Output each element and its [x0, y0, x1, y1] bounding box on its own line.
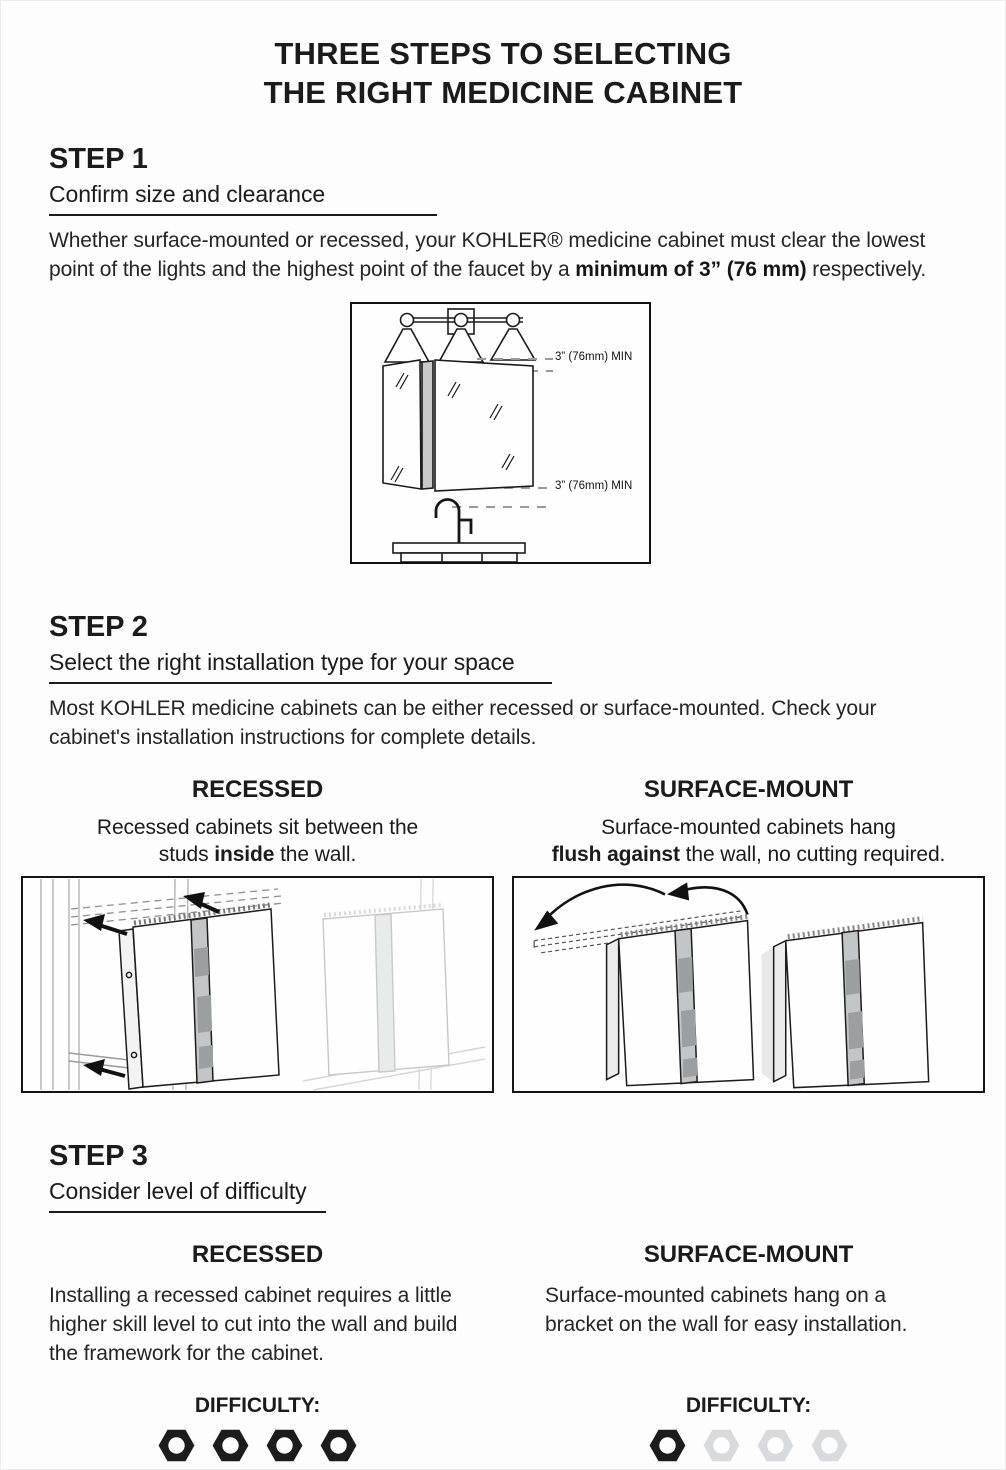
difficulty-columns — [21, 1241, 985, 1462]
installation-type-columns — [21, 776, 985, 1093]
difficulty-nut-icon — [757, 1429, 794, 1462]
surface-caption-line1: Surface-mounted cabinets hang — [601, 816, 896, 839]
recessed-difficulty-rating — [21, 1394, 494, 1462]
page-title-line1: THREE STEPS TO SELECTING — [274, 36, 732, 71]
surface-mount-illustration-box — [512, 876, 985, 1093]
step1-description-text: Whether surface-mounted or recessed, your KOHLER® medicine cabinet must clear the lowest point of the lights and the highest point of the faucet by a — [49, 229, 926, 281]
difficulty-nut-icon — [703, 1429, 740, 1462]
surface-difficulty-nuts — [512, 1429, 985, 1462]
recessed-installation-illustration — [23, 878, 492, 1091]
recessed-caption-line2: studs — [158, 843, 215, 866]
recessed-illustration-box — [21, 876, 494, 1093]
recessed-caption — [21, 814, 494, 868]
difficulty-nut-icon — [811, 1429, 848, 1462]
recessed-difficulty-label: DIFFICULTY: — [194, 1394, 321, 1417]
clearance-diagram — [350, 302, 651, 564]
surface-difficulty-description: Surface-mounted cabinets hang on a bracket on the wall for easy installation. — [545, 1284, 908, 1336]
recessed-caption-bold: inside — [214, 843, 275, 866]
bathroom-clearance-illustration — [352, 304, 649, 562]
recessed-caption-line1: Recessed cabinets sit between the — [96, 816, 419, 839]
step-1-section — [49, 142, 965, 564]
recessed-difficulty-description: Installing a recessed cabinet requires a little higher skill level to cut into the wall and build the framework for the cabinet. — [49, 1284, 458, 1365]
step1-description-bold: minimum of 3” (76 mm) — [575, 258, 807, 281]
step1-heading: STEP 1 — [49, 143, 148, 175]
step3-heading: STEP 3 — [49, 1140, 148, 1172]
step2-heading: STEP 2 — [49, 611, 148, 643]
difficulty-nut-icon — [158, 1429, 195, 1462]
surface-mount-caption — [512, 814, 985, 868]
page-title — [1, 34, 1005, 112]
step1-description — [49, 226, 965, 284]
surface-difficulty-label: DIFFICULTY: — [685, 1394, 812, 1417]
page-title-line2: THE RIGHT MEDICINE CABINET — [263, 75, 743, 110]
step1-description-tail: respectively. — [806, 258, 927, 281]
step3-subheading: Consider level of difficulty — [49, 1177, 326, 1213]
difficulty-nut-icon — [649, 1429, 686, 1462]
recessed-difficulty-title: RECESSED — [191, 1241, 324, 1268]
surface-caption-bold: flush against — [551, 843, 680, 866]
surface-mount-column — [512, 776, 985, 1093]
recessed-column — [21, 776, 494, 1093]
bottom-clearance-label: 3” (76mm) MIN — [555, 480, 633, 492]
step2-description: Most KOHLER medicine cabinets can be either recessed or surface-mounted. Check your cabinet's installation instructions for complete details. — [49, 697, 877, 749]
step-3-section — [49, 1139, 965, 1213]
difficulty-nut-icon — [266, 1429, 303, 1462]
recessed-difficulty-nuts — [21, 1429, 494, 1462]
step-2-section — [49, 610, 965, 752]
recessed-title: RECESSED — [191, 776, 324, 803]
step1-subheading: Confirm size and clearance — [49, 180, 437, 216]
surface-mount-installation-illustration — [514, 878, 983, 1091]
step2-subheading: Select the right installation type for your space — [49, 648, 552, 684]
surface-mount-title: SURFACE-MOUNT — [643, 776, 854, 803]
surface-caption-tail: the wall, no cutting required. — [679, 843, 946, 866]
top-clearance-label: 3” (76mm) MIN — [555, 351, 633, 363]
difficulty-nut-icon — [212, 1429, 249, 1462]
surface-difficulty-column — [512, 1241, 985, 1462]
difficulty-nut-icon — [320, 1429, 357, 1462]
recessed-caption-tail: the wall. — [274, 843, 357, 866]
surface-difficulty-rating — [512, 1394, 985, 1462]
recessed-difficulty-column — [21, 1241, 494, 1462]
surface-difficulty-title: SURFACE-MOUNT — [643, 1241, 854, 1268]
